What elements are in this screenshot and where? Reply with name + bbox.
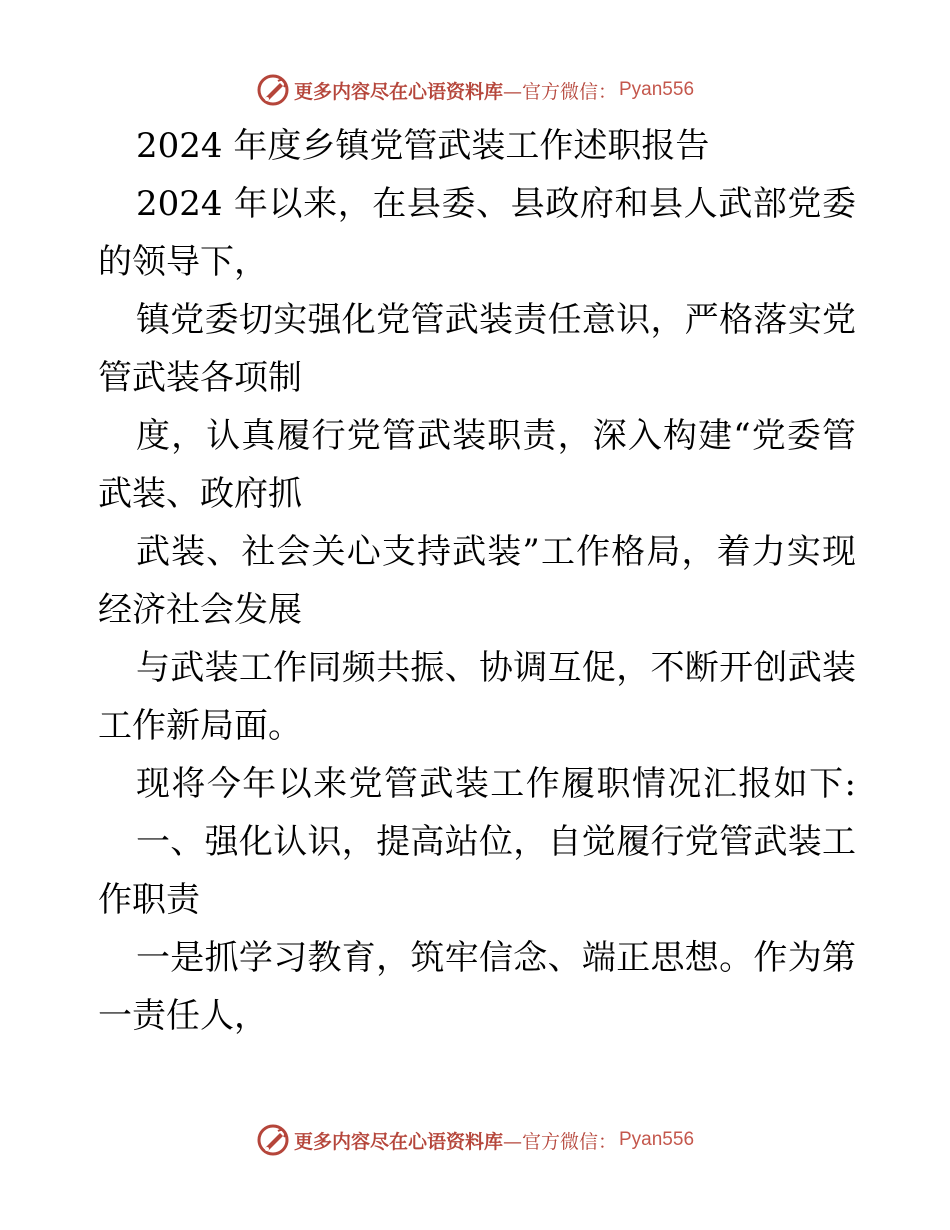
document-body bbox=[98, 117, 858, 1045]
watermark-header bbox=[0, 70, 950, 110]
paragraph-line: 2024 年以来，在县委、县政府和县人武部党委 bbox=[136, 184, 856, 224]
section-heading: 作职责 bbox=[98, 880, 200, 920]
quill-logo-icon bbox=[256, 73, 290, 107]
paragraph-line: 一是抓学习教育，筑牢信念、端正思想。作为第 bbox=[136, 938, 856, 978]
paragraph-line: 武装、政府抓 bbox=[98, 474, 302, 514]
document-title: 2024 年度乡镇党管武装工作述职报告 bbox=[136, 126, 710, 166]
paragraph-line: 管武装各项制 bbox=[98, 358, 302, 398]
watermark-brand: 更多内容尽在心语资料库 bbox=[293, 1130, 503, 1153]
watermark-handle: Pyan556 bbox=[619, 1129, 695, 1150]
paragraph-line: 现将今年以来党管武装工作履职情况汇报如下: bbox=[136, 764, 856, 804]
section-heading: 一、强化认识，提高站位，自觉履行党管武装工 bbox=[136, 822, 856, 862]
watermark-label: —官方微信： bbox=[502, 1130, 617, 1153]
watermark-handle: Pyan556 bbox=[619, 79, 695, 100]
paragraph-line: 武装、社会关心支持武装”工作格局，着力实现 bbox=[136, 532, 856, 572]
watermark-footer bbox=[0, 1120, 950, 1160]
paragraph-line: 度，认真履行党管武装职责，深入构建“党委管 bbox=[136, 416, 856, 456]
watermark-brand: 更多内容尽在心语资料库 bbox=[293, 80, 503, 103]
paragraph-line: 工作新局面。 bbox=[98, 706, 302, 746]
watermark-label: —官方微信： bbox=[502, 80, 617, 103]
paragraph-line: 镇党委切实强化党管武装责任意识，严格落实党 bbox=[136, 300, 856, 340]
paragraph-line: 经济社会发展 bbox=[98, 590, 302, 630]
paragraph-line: 与武装工作同频共振、协调互促，不断开创武装 bbox=[136, 648, 856, 688]
paragraph-line: 一责任人， bbox=[98, 996, 268, 1036]
quill-logo-icon bbox=[256, 1123, 290, 1157]
paragraph-line: 的领导下， bbox=[98, 242, 268, 282]
